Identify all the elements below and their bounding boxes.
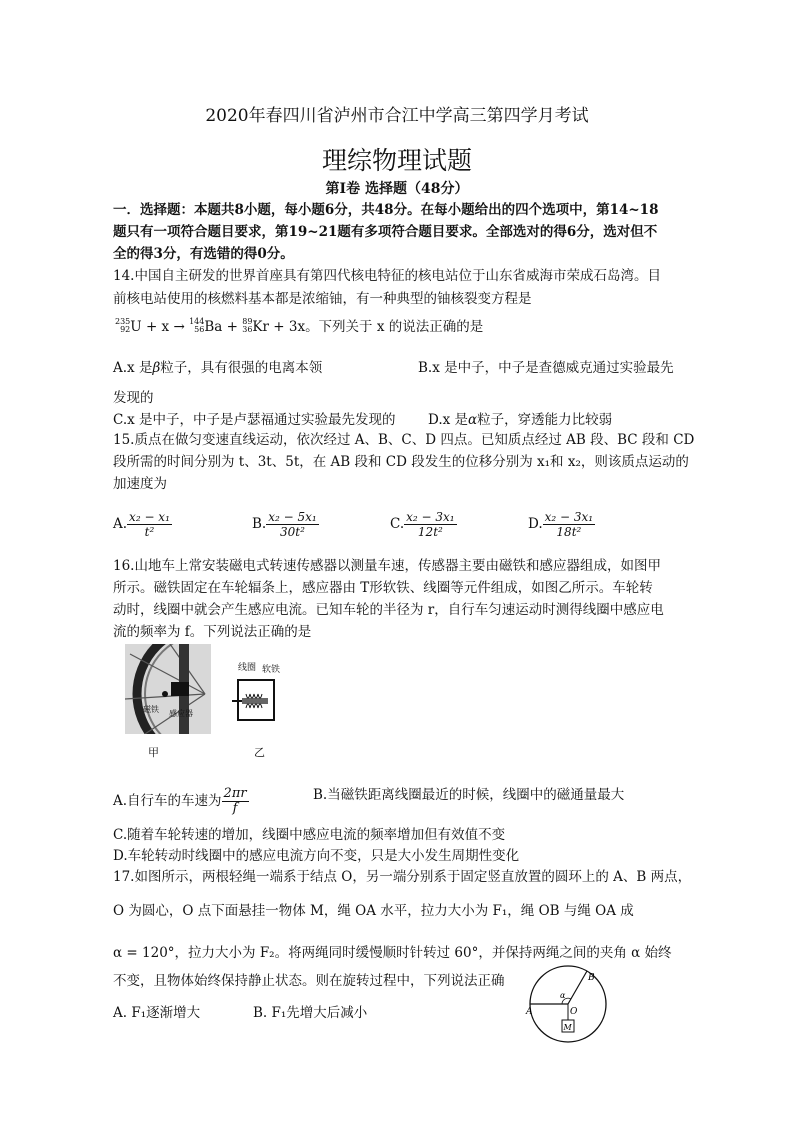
q16-line-1: 16.山地车上常安装磁电式转速传感器以测量车速，传感器主要由磁铁和感应器组成，如图甲	[113, 558, 661, 574]
point-b-label: B	[588, 973, 595, 983]
q17-option-a: A. F₁逐渐增大	[113, 1005, 201, 1021]
ba-mass-number: 144	[189, 317, 205, 326]
q14-line-2: 前核电站使用的核燃料基本都是浓缩铀，有一种典型的铀核裂变方程是	[113, 291, 532, 307]
eq-tail: 。下列关于 x 的说法正确的是	[305, 319, 484, 335]
q15-d-fraction: $\frac{\text{x₂ − 3x₁}}{\text{18t²}}$	[544, 510, 594, 539]
point-a-label: A	[526, 1007, 533, 1017]
q15-b-label: B.	[252, 516, 267, 532]
q17-line-4: 不变，且物体始终保持静止状态。则在旋转过程中，下列说法正确	[113, 973, 505, 989]
instructions-line-2: 题只有一项符合题目要求，第19~21题有多项符合题目要求。全部选对的得6分，选对但不	[113, 224, 658, 240]
q15-d-label: D.	[528, 516, 543, 532]
q15-b-fraction: $\frac{\text{x₂ − 5x₁}}{\text{30t²}}$	[268, 510, 317, 539]
q14-a-pre: A.x 是	[113, 360, 153, 376]
u-atomic-number: 92	[120, 325, 131, 334]
q15-a-fraction: $\frac{\text{x₂ − x₁}}{\text{t²}}$	[129, 510, 170, 539]
q16-a-text: A.自行车的车速为	[113, 793, 222, 809]
kr-mass-number: 89	[242, 317, 253, 326]
q14-option-a	[113, 360, 322, 376]
point-o-label: O	[570, 1007, 578, 1017]
q14-a-post: 粒子，具有很强的电离本领	[160, 360, 323, 376]
alpha-symbol: α	[468, 412, 478, 428]
q15-a-label: A.	[113, 516, 128, 532]
q14-option-d	[428, 412, 612, 428]
beta-symbol: β	[152, 360, 161, 376]
q15-option-c	[390, 510, 457, 539]
q15-option-a	[113, 510, 172, 539]
paper-subtitle: 理综物理试题	[321, 146, 472, 175]
q15-option-d	[528, 510, 595, 539]
exam-title: 2020年春四川省泸州市合江中学高三第四学月考试	[205, 106, 589, 126]
q15-c-label: C.	[390, 516, 405, 532]
sensor-label: 感应器	[169, 709, 193, 718]
q14-line-1: 14.中国自主研发的世界首座具有第四代核电特征的核电站位于山东省威海市荣成石岛湾。目	[113, 268, 661, 284]
q16-line-4: 流的频率为 f。下列说法正确的是	[113, 624, 312, 640]
q14-option-b-cont: 发现的	[113, 390, 154, 406]
eq-barium: Ba +	[204, 319, 238, 335]
q16-option-a	[113, 787, 249, 816]
q14-option-c: C.x 是中子，中子是卢瑟福通过实验最先发现的	[113, 412, 396, 428]
instructions-line-3: 全的得3分，有选错的得0分。	[113, 246, 294, 262]
q17-option-b: B. F₁先增大后减小	[253, 1005, 368, 1021]
q15-option-b	[252, 510, 319, 539]
instructions-line-1: 一．选择题：本题共8小题，每小题6分，共48分。在每小题给出的四个选项中，第14~18	[113, 202, 659, 218]
coil-iron-diagram	[232, 660, 284, 726]
eq-krypton: Kr + 3x	[252, 319, 306, 335]
q16-option-c: C.随着车轮转速的增加，线圈中感应电流的频率增加但有效值不变	[113, 827, 506, 843]
ba-atomic-number: 56	[194, 325, 205, 334]
u-mass-number: 235	[115, 317, 131, 326]
q14-d-pre: D.x 是	[428, 412, 469, 428]
kr-atomic-number: 36	[242, 325, 253, 334]
figure-jia-label: 甲	[148, 746, 159, 759]
coil-label: 线圈	[238, 663, 257, 673]
q16-option-d: D.车轮转动时线圈中的感应电流方向不变，只是大小发生周期性变化	[113, 848, 520, 864]
q16-a-fraction: $\frac{2\pi r}{f}$	[223, 786, 247, 816]
q16-option-b: B.当磁铁距离线圈最近的时候，线圈中的磁通量最大	[313, 787, 625, 803]
ring-rope-diagram	[522, 964, 612, 1046]
q16-line-2: 所示。磁铁固定在车轮辐条上，感应器由 T形软铁、线圈等元件组成，如图乙所示。车轮转	[113, 580, 653, 596]
angle-alpha-label: α	[560, 991, 566, 1000]
q16-line-3: 动时，线圈中就会产生感应电流。已知车轮的半径为 r，自行车匀速运动时测得线圈中感应电	[113, 602, 664, 618]
q17-line-1: 17.如图所示，两根轻绳一端系于结点 O，另一端分别系于固定竖直放置的圆环上的 A、B 两点，	[113, 869, 692, 885]
bicycle-wheel-photo	[125, 644, 211, 734]
q14-option-b: B.x 是中子，中子是查德威克通过实验最先	[418, 360, 674, 376]
eq-uranium: U + x →	[130, 319, 185, 335]
q15-line-1: 15.质点在做匀变速直线运动，依次经过 A、B、C、D 四点。已知质点经过 AB 段、BC 段和 CD	[113, 432, 695, 448]
q15-line-3: 加速度为	[113, 476, 167, 492]
mass-m-label: M	[563, 1023, 572, 1032]
q17-line-3: α = 120°，拉力大小为 F₂。将两绳同时缓慢顺时针转过 60°，并保持两绳之间的夹角 α 始终	[113, 945, 672, 961]
iron-label: 软铁	[262, 665, 281, 675]
figure-yi-label: 乙	[254, 746, 265, 759]
q17-line-2: O 为圆心，O 点下面悬挂一物体 M，绳 OA 水平，拉力大小为 F₁，绳 OB 与绳 OA 成	[113, 903, 634, 919]
section-heading: 第Ⅰ卷 选择题（48分）	[325, 181, 469, 197]
magnet-label: 磁铁	[143, 705, 159, 714]
q14-d-post: 粒子，穿透能力比较弱	[477, 412, 613, 428]
q15-c-fraction: $\frac{\text{x₂ − 3x₁}}{\text{12t²}}$	[406, 510, 455, 539]
q14-equation	[115, 318, 483, 335]
q15-line-2: 段所需的时间分别为 t、3t、5t，在 AB 段和 CD 段发生的位移分别为 x₁和 x₂，则该质点运动的	[113, 454, 689, 470]
